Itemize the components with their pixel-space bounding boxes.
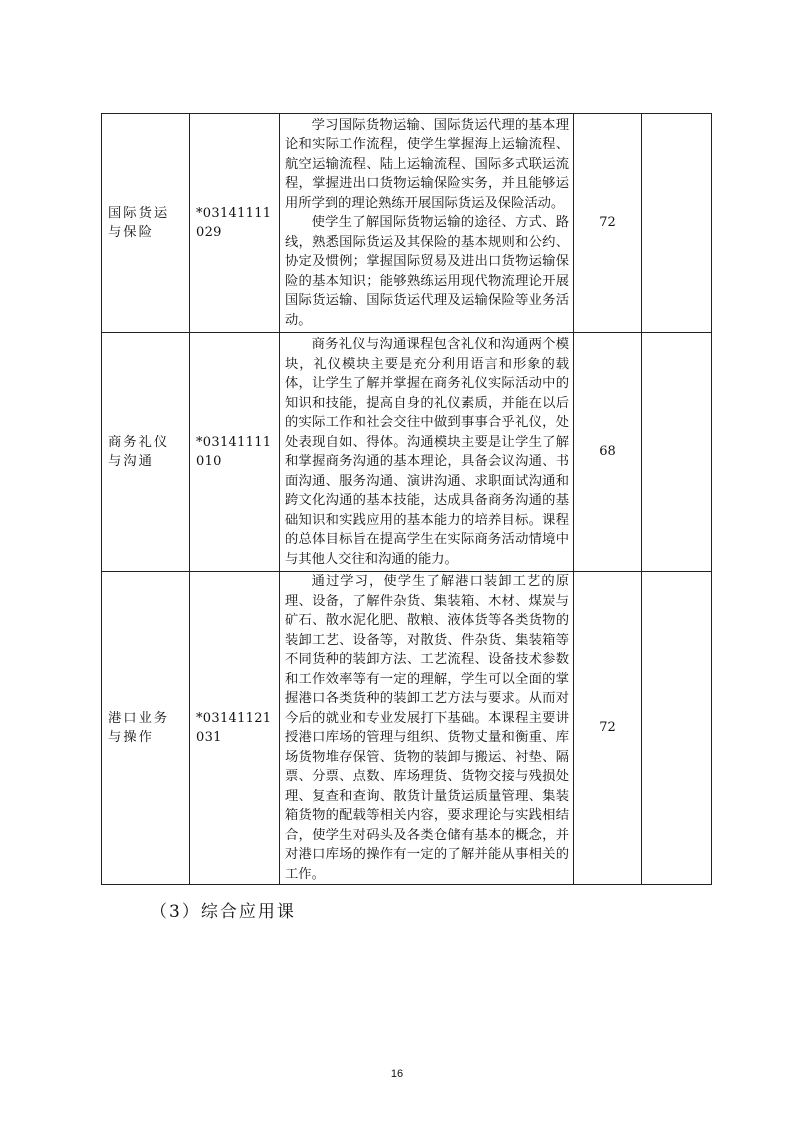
- course-name: 港口业务与操作: [108, 710, 170, 745]
- course-description-cell: [280, 333, 574, 572]
- description-paragraph: 使学生了解国际货物运输的途径、方式、路线，熟悉国际货运及其保险的基本规则和公约、协定及惯例；掌握国际贸易及进出口货物运输保险的基本知识；能够熟练运用现代物流理论开展国际货运输、国际货运代理及运输保险等业务活动。: [285, 215, 569, 328]
- course-code: *03141111029: [196, 205, 272, 240]
- description-paragraph: 通过学习，使学生了解港口装卸工艺的原理、设备，了解件杂货、集装箱、木材、煤炭与矿石、散水泥化肥、散粮、液体货等各类货物的装卸工艺、设备等，对散货、件杂货、集装箱等不同货种的装卸方法、工艺流程、设备技术参数和工作效率等有一定的理解，学生可以全面的掌握港口各类货种的装卸工艺方法与要求。从而对今后的就业和专业发展打下基础。本课程主要讲授港口库场的管理与组织、货物丈量和衡重、库场货物堆存保管、货物的装卸与搬运、衬垫、隔票、分票、点数、库场理货、货物交接与残损处理、复查和查询、散货计量货运质量管理、集装箱货物的配载等相关内容，要求理论与实践相结合，使学生对码头及各类仓储有基本的概念，并对港口库场的操作有一定的了解并能从事相关的工作。: [285, 574, 569, 882]
- page-number: 16: [390, 1068, 404, 1080]
- course-description: [280, 116, 573, 331]
- course-name: 国际货运与保险: [108, 205, 170, 240]
- course-name-cell: [102, 114, 190, 333]
- empty-cell: [642, 572, 712, 885]
- course-hours: 72: [599, 215, 616, 231]
- course-hours-cell: [574, 572, 642, 885]
- course-description: [280, 335, 573, 569]
- table-row: [102, 572, 712, 885]
- course-name-cell: [102, 572, 190, 885]
- description-paragraph: 学习国际货物运输、国际货运代理的基本理论和实际工作流程，使学生掌握海上运输流程、航空运输流程、陆上运输流程、国际多式联运流程，掌握进出口货物运输保险实务，并且能够运用所学到的理论熟练开展国际货运及保险活动。: [285, 117, 569, 211]
- course-hours-cell: [574, 114, 642, 333]
- course-code: *03141121031: [196, 710, 272, 745]
- course-code: *03141111010: [196, 434, 272, 469]
- course-name: 商务礼仪与沟通: [108, 434, 170, 469]
- section-heading: （3）综合应用课: [150, 902, 296, 922]
- empty-cell: [642, 333, 712, 572]
- course-code-cell: [190, 333, 280, 572]
- course-hours-cell: [574, 333, 642, 572]
- course-description-cell: [280, 114, 574, 333]
- course-code-cell: [190, 572, 280, 885]
- course-code-cell: [190, 114, 280, 333]
- course-hours: 72: [599, 720, 616, 736]
- empty-cell: [642, 114, 712, 333]
- course-description-cell: [280, 572, 574, 885]
- table-row: [102, 333, 712, 572]
- course-table: [101, 113, 712, 885]
- description-paragraph: 商务礼仪与沟通课程包含礼仪和沟通两个模块，礼仪模块主要是充分利用语言和形象的载体，让学生了解并掌握在商务礼仪实际活动中的知识和技能，提高自身的礼仪素质，并能在以后的实际工作和社会交往中做到事事合乎礼仪，处处表现自如、得体。沟通模块主要是让学生了解和掌握商务沟通的基本理论，具备会议沟通、书面沟通、服务沟通、演讲沟通、求职面试沟通和跨文化沟通的基本技能，达成具备商务沟通的基础知识和实践应用的基本能力的培养目标。课程的总体目标旨在提高学生在实际商务活动情境中与其他人交往和沟通的能力。: [285, 337, 569, 567]
- course-description: [280, 572, 573, 884]
- course-hours: 68: [599, 444, 616, 460]
- course-name-cell: [102, 333, 190, 572]
- table-row: [102, 114, 712, 333]
